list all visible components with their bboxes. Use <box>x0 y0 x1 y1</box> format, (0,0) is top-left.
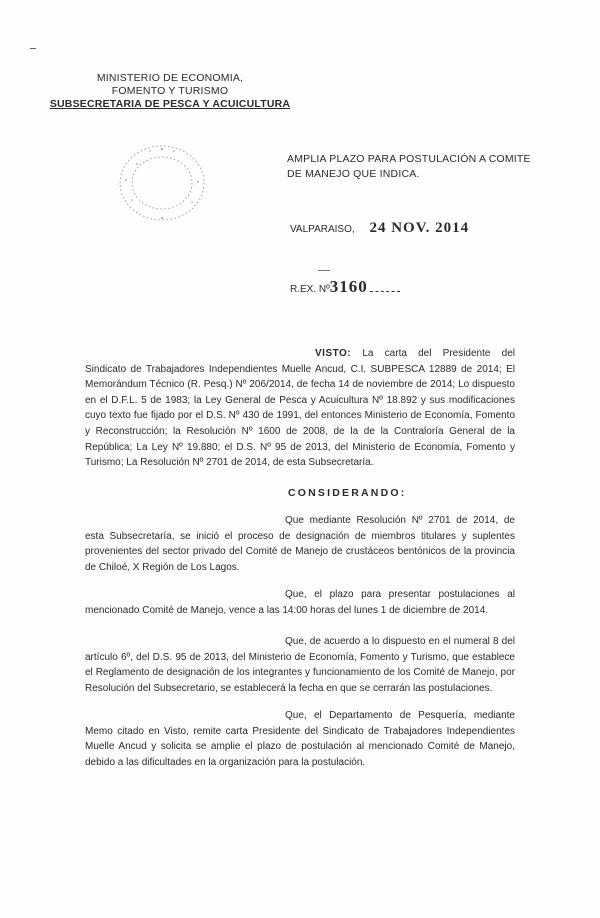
divider-mark <box>318 270 330 271</box>
considerando-paragraph-1: Que mediante Resolución Nº 2701 de 2014, de esta Subsecretaría, se inició el proceso de designación de miembros titulares y suplentes provenientes del sector privado del Comité de Manejo de crustáceos bentónicos de la provincia de Chiloé, X Región de Los Lagos. <box>85 515 515 573</box>
ministry-header <box>40 72 300 111</box>
visto-label: VISTO: <box>315 348 352 359</box>
visto-text: La carta del Presidente del Sindicato de Trabajadores Independientes Muelle Ancud, C.I. SUBPESCA 12889 de 2014; El Memorándum Técnico (R. Pesq.) Nº 206/2014, de fecha 14 de noviembre de 2014; Lo dispuesto en el D.F.L. 5 de 1983; la Ley General de Pesca y Acuicultura Nº 18.892 y sus modificaciones cuyo texto fue fijado por el D.S. Nº 430 de 1991, del entonces Ministerio de Economía, Fomento y Reconstrucción; la Resolución Nº 1600 de 2008, de la de la Contraloría General de la República; La Ley Nº 19.880; el D.S. Nº 95 de 2013, del Ministerio de Economía, Fomento y Turismo; La Resolución Nº 2701 de 2014, de esta Subsecretaría. <box>85 348 515 469</box>
resolution-number <box>290 277 400 297</box>
considerando-heading: CONSIDERANDO: <box>288 487 407 499</box>
resolution-subject: AMPLIA PLAZO PARA POSTULACIÓN A COMITE DE MANEJO QUE INDICA. <box>287 153 531 180</box>
subsecretaria-line: SUBSECRETARIA DE PESCA Y ACUICULTURA <box>49 98 291 110</box>
considerando-paragraph-3: Que, de acuerdo a lo dispuesto en el numeral 8 del artículo 6º, del D.S. 95 de 2013, del Ministerio de Economía, Fomento y Turismo, que establece el Reglamento de designación de los integrantes y funcionamiento de los Comité de Manejo, por Resolución del Subsecretario, se establecerá la fecha en que se cerrarán las postulaciones. <box>85 636 515 694</box>
rex-label: R.EX. Nº <box>290 284 330 295</box>
visto-paragraph <box>85 346 515 471</box>
ministry-line-1: MINISTERIO DE ECONOMIA, <box>96 72 244 84</box>
place-date <box>290 220 469 237</box>
official-seal-stamp <box>112 140 212 226</box>
rex-underline <box>370 291 400 292</box>
considerando-paragraph-2: Que, el plazo para presentar postulaciones al mencionado Comité de Manejo, vence a las 14:00 horas del lunes 1 de diciembre de 2014. <box>85 589 515 616</box>
rex-number: 3160 <box>329 277 368 296</box>
scan-mark <box>30 48 36 49</box>
place: VALPARAISO, <box>290 224 355 235</box>
resolution-date: 24 NOV. 2014 <box>369 220 470 236</box>
ministry-line-2: FOMENTO Y TURISMO <box>111 85 229 97</box>
considerando-paragraph-4: Que, el Departamento de Pesquería, mediante Memo citado en Visto, remite carta Presidente del Sindicato de Trabajadores Independientes Muelle Ancud y solicita se amplie el plazo de postulación al mencionado Comité de Manejo, debido a las dificultades en la organización para la postulación. <box>85 710 515 768</box>
